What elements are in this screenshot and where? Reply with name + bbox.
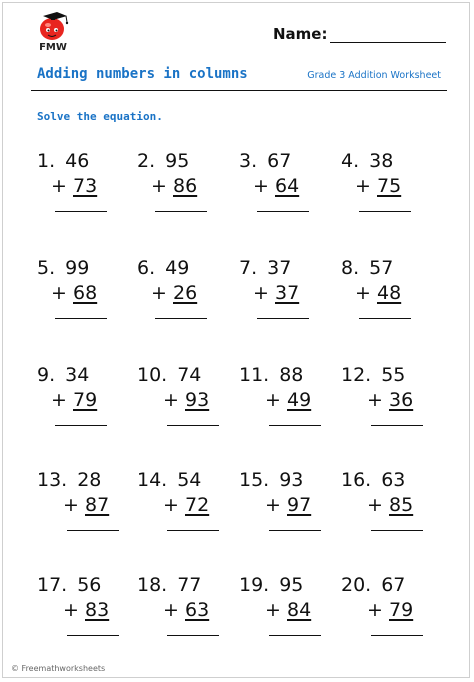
problem-top-line <box>341 574 405 596</box>
problem-bottom-line <box>63 599 109 621</box>
problem-2 <box>137 150 237 240</box>
problem-top-line <box>137 257 189 279</box>
problem-number: 7. <box>239 257 258 279</box>
answer-line[interactable] <box>371 635 423 636</box>
problem-3 <box>239 150 339 240</box>
problem-top-line <box>137 364 201 386</box>
plus-sign: + <box>163 599 179 621</box>
answer-line[interactable] <box>371 530 423 531</box>
answer-line[interactable] <box>167 530 219 531</box>
bottom-addend: 97 <box>287 494 312 516</box>
problem-bottom-line <box>355 175 401 197</box>
problem-number: 4. <box>341 150 360 172</box>
problem-number: 15. <box>239 469 270 491</box>
logo-text: FMW <box>39 42 67 53</box>
answer-line[interactable] <box>167 425 219 426</box>
problem-top-line <box>239 574 303 596</box>
problem-number: 17. <box>37 574 68 596</box>
answer-line[interactable] <box>359 211 411 212</box>
bottom-addend: 72 <box>185 494 210 516</box>
copyright-footer: © Freemathworksheets <box>11 664 106 673</box>
bottom-addend: 64 <box>275 175 300 197</box>
answer-line[interactable] <box>359 318 411 319</box>
problem-top-line <box>341 150 393 172</box>
bottom-addend: 36 <box>389 389 414 411</box>
answer-line[interactable] <box>269 425 321 426</box>
top-addend: 95 <box>165 150 190 172</box>
problem-bottom-line <box>265 599 311 621</box>
answer-line[interactable] <box>269 635 321 636</box>
problem-number: 8. <box>341 257 360 279</box>
plus-sign: + <box>367 599 383 621</box>
problem-top-line <box>37 574 101 596</box>
problem-top-line <box>239 150 291 172</box>
problem-number: 2. <box>137 150 156 172</box>
problem-12 <box>341 364 441 454</box>
top-addend: 93 <box>279 469 304 491</box>
plus-sign: + <box>253 175 269 197</box>
answer-line[interactable] <box>67 530 119 531</box>
top-addend: 63 <box>381 469 406 491</box>
problem-number: 14. <box>137 469 168 491</box>
bottom-addend: 26 <box>173 282 198 304</box>
top-addend: 55 <box>381 364 406 386</box>
problem-number: 20. <box>341 574 372 596</box>
problem-top-line <box>137 574 201 596</box>
problem-number: 10. <box>137 364 168 386</box>
problem-top-line <box>137 469 201 491</box>
bottom-addend: 49 <box>287 389 312 411</box>
name-label: Name: <box>273 25 328 43</box>
problem-bottom-line <box>367 389 413 411</box>
problem-bottom-line <box>253 282 299 304</box>
problem-20 <box>341 574 441 664</box>
plus-sign: + <box>265 599 281 621</box>
problem-top-line <box>37 364 89 386</box>
plus-sign: + <box>51 282 67 304</box>
top-addend: 77 <box>177 574 202 596</box>
plus-sign: + <box>51 175 67 197</box>
answer-line[interactable] <box>371 425 423 426</box>
answer-line[interactable] <box>67 635 119 636</box>
problem-number: 12. <box>341 364 372 386</box>
problem-bottom-line <box>163 599 209 621</box>
problem-8 <box>341 257 441 347</box>
problem-bottom-line <box>51 282 97 304</box>
problem-top-line <box>37 257 89 279</box>
worksheet-page <box>2 2 470 678</box>
bottom-addend: 85 <box>389 494 414 516</box>
bottom-addend: 86 <box>173 175 198 197</box>
plus-sign: + <box>367 494 383 516</box>
bottom-addend: 73 <box>73 175 98 197</box>
problem-top-line <box>341 364 405 386</box>
bottom-addend: 79 <box>389 599 414 621</box>
problem-bottom-line <box>51 175 97 197</box>
answer-line[interactable] <box>55 425 107 426</box>
bottom-addend: 75 <box>377 175 402 197</box>
bottom-addend: 63 <box>185 599 210 621</box>
top-addend: 54 <box>177 469 202 491</box>
bottom-addend: 79 <box>73 389 98 411</box>
answer-line[interactable] <box>257 318 309 319</box>
problem-number: 19. <box>239 574 270 596</box>
problem-top-line <box>341 469 405 491</box>
problem-number: 9. <box>37 364 56 386</box>
problem-bottom-line <box>265 389 311 411</box>
problem-number: 6. <box>137 257 156 279</box>
problem-19 <box>239 574 339 664</box>
bottom-addend: 48 <box>377 282 402 304</box>
problem-grid <box>3 3 470 678</box>
top-addend: 74 <box>177 364 202 386</box>
instruction-text: Solve the equation. <box>37 110 163 123</box>
problem-bottom-line <box>151 282 197 304</box>
problem-top-line <box>137 150 189 172</box>
plus-sign: + <box>163 389 179 411</box>
problem-bottom-line <box>367 599 413 621</box>
problem-bottom-line <box>253 175 299 197</box>
problem-number: 1. <box>37 150 56 172</box>
problem-10 <box>137 364 237 454</box>
bottom-addend: 83 <box>85 599 110 621</box>
problem-top-line <box>239 257 291 279</box>
answer-line[interactable] <box>257 211 309 212</box>
top-addend: 67 <box>381 574 406 596</box>
top-addend: 46 <box>65 150 90 172</box>
top-addend: 99 <box>65 257 90 279</box>
problem-15 <box>239 469 339 559</box>
problem-13 <box>37 469 137 559</box>
problem-18 <box>137 574 237 664</box>
problem-16 <box>341 469 441 559</box>
problem-bottom-line <box>355 282 401 304</box>
plus-sign: + <box>355 282 371 304</box>
plus-sign: + <box>151 282 167 304</box>
top-addend: 37 <box>267 257 292 279</box>
top-addend: 56 <box>77 574 102 596</box>
top-addend: 57 <box>369 257 394 279</box>
problem-7 <box>239 257 339 347</box>
answer-line[interactable] <box>269 530 321 531</box>
problem-number: 3. <box>239 150 258 172</box>
top-addend: 49 <box>165 257 190 279</box>
answer-line[interactable] <box>155 318 207 319</box>
plus-sign: + <box>63 494 79 516</box>
problem-bottom-line <box>163 389 209 411</box>
problem-number: 16. <box>341 469 372 491</box>
problem-17 <box>37 574 137 664</box>
problem-bottom-line <box>51 389 97 411</box>
problem-bottom-line <box>151 175 197 197</box>
problem-bottom-line <box>265 494 311 516</box>
problem-number: 18. <box>137 574 168 596</box>
plus-sign: + <box>51 389 67 411</box>
top-addend: 38 <box>369 150 394 172</box>
problem-1 <box>37 150 137 240</box>
answer-line[interactable] <box>55 211 107 212</box>
problem-top-line <box>37 469 101 491</box>
problem-top-line <box>239 469 303 491</box>
plus-sign: + <box>355 175 371 197</box>
problem-6 <box>137 257 237 347</box>
plus-sign: + <box>265 494 281 516</box>
top-addend: 28 <box>77 469 102 491</box>
plus-sign: + <box>163 494 179 516</box>
top-addend: 88 <box>279 364 304 386</box>
bottom-addend: 37 <box>275 282 300 304</box>
plus-sign: + <box>253 282 269 304</box>
top-addend: 34 <box>65 364 90 386</box>
problem-9 <box>37 364 137 454</box>
problem-top-line <box>37 150 89 172</box>
bottom-addend: 68 <box>73 282 98 304</box>
problem-11 <box>239 364 339 454</box>
answer-line[interactable] <box>155 211 207 212</box>
problem-5 <box>37 257 137 347</box>
problem-4 <box>341 150 441 240</box>
bottom-addend: 93 <box>185 389 210 411</box>
problem-number: 11. <box>239 364 270 386</box>
problem-bottom-line <box>163 494 209 516</box>
problem-top-line <box>341 257 393 279</box>
plus-sign: + <box>367 389 383 411</box>
worksheet-subtitle: Grade 3 Addition Worksheet <box>307 70 441 81</box>
plus-sign: + <box>151 175 167 197</box>
problem-bottom-line <box>367 494 413 516</box>
bottom-addend: 84 <box>287 599 312 621</box>
problem-top-line <box>239 364 303 386</box>
answer-line[interactable] <box>55 318 107 319</box>
top-addend: 67 <box>267 150 292 172</box>
plus-sign: + <box>63 599 79 621</box>
bottom-addend: 87 <box>85 494 110 516</box>
answer-line[interactable] <box>167 635 219 636</box>
problem-14 <box>137 469 237 559</box>
worksheet-title: Adding numbers in columns <box>37 66 248 82</box>
problem-bottom-line <box>63 494 109 516</box>
problem-number: 13. <box>37 469 68 491</box>
top-addend: 95 <box>279 574 304 596</box>
problem-number: 5. <box>37 257 56 279</box>
plus-sign: + <box>265 389 281 411</box>
